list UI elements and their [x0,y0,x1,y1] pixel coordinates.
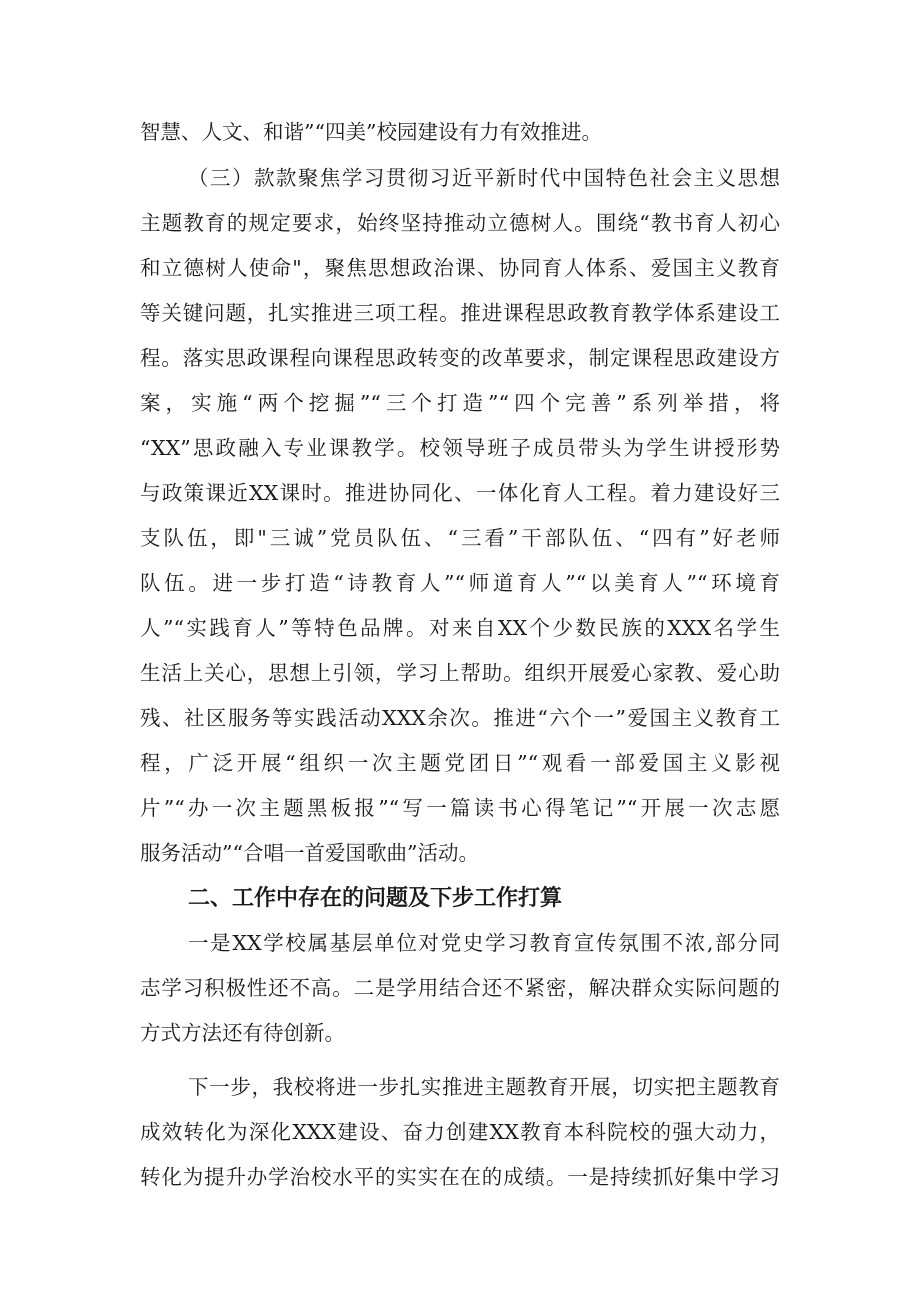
paragraph-line: 程。落实思政课程向课程思政转变的改革要求，制定课程思政建设方 [140,346,780,370]
paragraph-line: 案，实施“两个挖掘”“三个打造”“四个完善”系列举措，将 [140,391,780,415]
paragraph-line: 片”“办一次主题黑板报”“写一篇读书心得笔记”“开展一次志愿 [140,796,780,820]
paragraph-line: 方式方法还有待创新。 [140,1021,345,1045]
paragraph-line: 程，广泛开展“组织一次主题党团日”“观看一部爱国主义影视 [140,751,780,775]
paragraph-line: 人”“实践育人”等特色品牌。对来自XX个少数民族的XXX名学生 [140,616,780,640]
paragraph-line: 和立德树人使命"，聚焦思想政治课、协同育人体系、爱国主义教育 [140,256,780,280]
paragraph-line: “XX”思政融入专业课教学。校领导班子成员带头为学生讲授形势 [140,436,780,460]
paragraph-line: 队伍。进一步打造“诗教育人”“师道育人”“以美育人”“环境育 [140,571,780,595]
paragraph-line: 支队伍，即"三诚”党员队伍、“三看”干部队伍、“四有”好老师 [140,526,780,550]
paragraph-line: 残、社区服务等实践活动XXX余次。推进“六个一”爱国主义教育工 [140,706,780,730]
paragraph-line: 转化为提升办学治校水平的实实在在的成绩。一是持续抓好集中学习 [140,1165,780,1189]
paragraph-line: 智慧、人文、和谐”“四美”校园建设有力有效推进。 [140,120,602,144]
paragraph-line: 等关键问题，扎实推进三项工程。推进课程思政教育教学体系建设工 [140,301,780,325]
paragraph-line: 与政策课近XX课时。推进协同化、一体化育人工程。着力建设好三 [140,481,780,505]
paragraph-line: 志学习积极性还不高。二是学用结合还不紧密，解决群众实际问题的 [140,976,780,1000]
paragraph-line: 成效转化为深化XXX建设、奋力创建XX教育本科院校的强大动力， [140,1120,780,1144]
paragraph-line: 主题教育的规定要求，始终坚持推动立德树人。围绕“教书育人初心 [140,211,780,235]
paragraph-line: 下一步，我校将进一步扎实推进主题教育开展，切实把主题教育 [188,1075,780,1099]
paragraph-line: 一是XX学校属基层单位对党史学习教育宣传氛围不浓,部分同 [188,931,780,955]
paragraph-line: （三）款款聚焦学习贯彻习近平新时代中国特色社会主义思想 [188,166,780,190]
paragraph-line: 生活上关心，思想上引领，学习上帮助。组织开展爱心家教、爱心助 [140,661,780,685]
section-heading: 二、工作中存在的问题及下步工作打算 [188,886,563,911]
paragraph-line: 服务活动”“合唱一首爱国歌曲”活动。 [140,841,479,865]
